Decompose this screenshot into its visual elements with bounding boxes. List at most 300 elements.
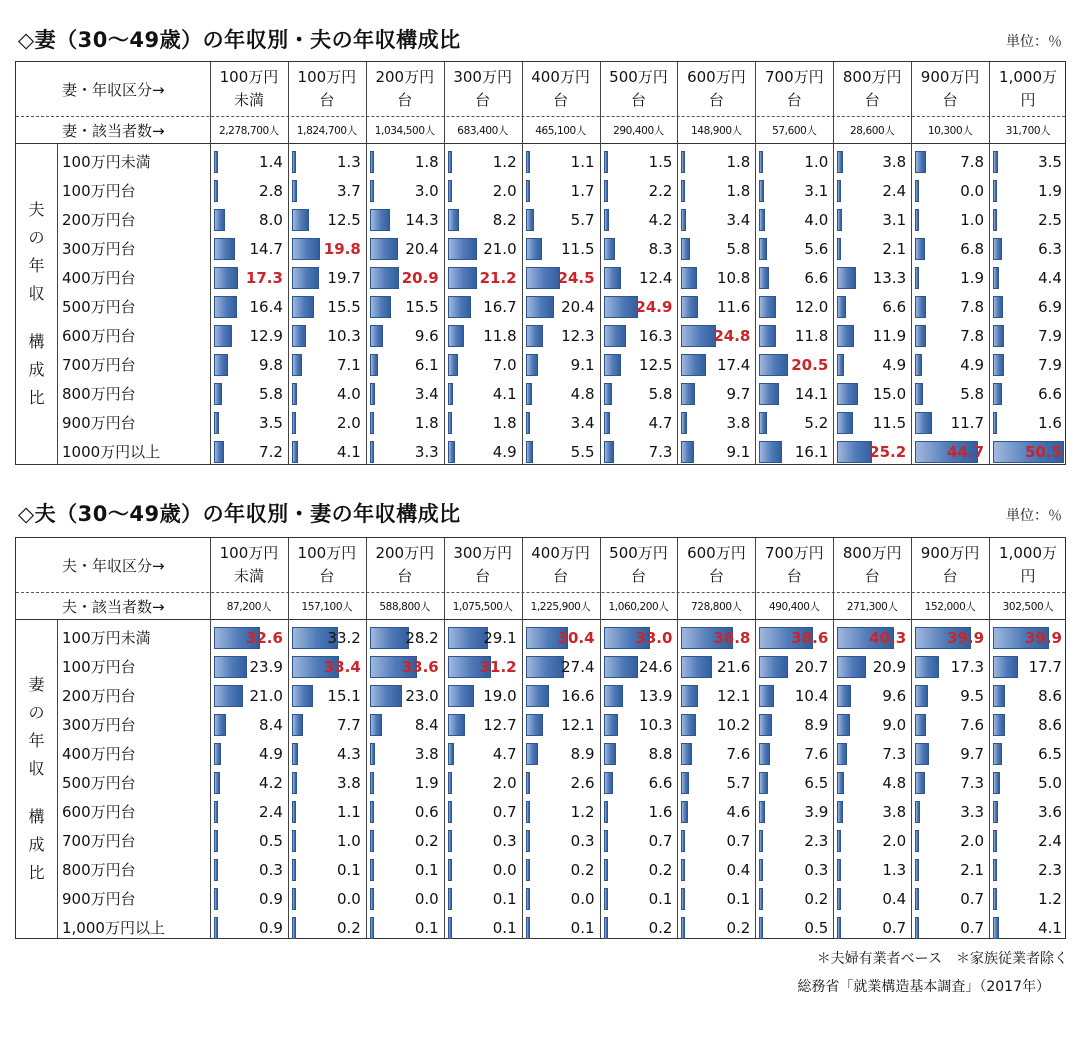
row-label: 600万円台 bbox=[62, 327, 136, 345]
data-value: 6.1 bbox=[414, 355, 439, 374]
column-header-line2: 台 bbox=[553, 567, 569, 585]
data-value: 12.4 bbox=[639, 268, 673, 287]
data-value: 0.1 bbox=[648, 889, 673, 908]
data-value: 8.4 bbox=[259, 715, 283, 734]
data-value: 12.5 bbox=[327, 210, 361, 229]
data-value: 0.9 bbox=[259, 889, 283, 908]
row-label: 100万円台 bbox=[62, 658, 136, 676]
data-value: 29.1 bbox=[483, 628, 517, 647]
count-cell: 1,075,500人 bbox=[452, 601, 513, 613]
data-value: 20.7 bbox=[794, 657, 829, 676]
data-value: 7.3 bbox=[648, 442, 673, 461]
data-value: 6.9 bbox=[1038, 297, 1062, 316]
column-header-line1: 200万円 bbox=[375, 544, 435, 562]
data-value: 9.6 bbox=[882, 686, 907, 705]
row-label: 200万円台 bbox=[62, 211, 136, 229]
data-value: 3.8 bbox=[336, 773, 361, 792]
data-value: 1.0 bbox=[336, 831, 361, 850]
data-value: 17.4 bbox=[716, 355, 751, 374]
column-header-line2: 台 bbox=[319, 567, 335, 585]
count-cell: 728,800人 bbox=[691, 601, 742, 613]
column-header-line1: 1,000万 bbox=[999, 544, 1057, 562]
column-header bbox=[833, 538, 911, 592]
data-value: 4.9 bbox=[259, 744, 283, 763]
count-row bbox=[16, 592, 1065, 620]
data-value: 1.7 bbox=[570, 181, 595, 200]
data-value: 11.8 bbox=[483, 326, 517, 345]
data-value: 14.1 bbox=[794, 384, 829, 403]
data-value: 6.5 bbox=[804, 773, 829, 792]
data-value: 4.0 bbox=[336, 384, 361, 403]
data-value: 2.2 bbox=[648, 181, 673, 200]
data-value: 16.6 bbox=[561, 686, 595, 705]
table-body bbox=[16, 144, 1065, 464]
row-label: 700万円台 bbox=[62, 356, 136, 374]
data-value: 0.2 bbox=[414, 831, 439, 850]
count-cell: 152,000人 bbox=[924, 601, 976, 613]
data-value: 1.5 bbox=[648, 152, 673, 171]
data-value: 19.7 bbox=[327, 268, 361, 287]
data-value: 17.3 bbox=[950, 657, 985, 676]
row-label: 200万円台 bbox=[62, 687, 136, 705]
data-value: 6.3 bbox=[1038, 239, 1062, 258]
data-value: 7.3 bbox=[960, 773, 985, 792]
data-value: 23.9 bbox=[249, 657, 283, 676]
data-value: 27.4 bbox=[561, 657, 595, 676]
footnote-source: 総務省「就業構造基本調査」（2017年） bbox=[797, 979, 1050, 995]
data-value: 2.8 bbox=[259, 181, 283, 200]
data-value: 7.6 bbox=[960, 715, 985, 734]
data-value: 2.0 bbox=[336, 413, 361, 432]
data-value: 16.3 bbox=[639, 326, 673, 345]
data-value: 2.0 bbox=[492, 181, 517, 200]
column-header-line1: 300万円 bbox=[453, 68, 512, 86]
highlighted-value: 50.5 bbox=[1024, 442, 1062, 461]
column-header-line2: 円 bbox=[1020, 567, 1036, 585]
row-label: 100万円台 bbox=[62, 182, 136, 200]
data-value: 1.8 bbox=[726, 181, 751, 200]
highlighted-value: 44.7 bbox=[947, 442, 985, 461]
data-value: 15.5 bbox=[327, 297, 361, 316]
column-header-line1: 900万円 bbox=[920, 68, 980, 86]
data-value: 3.4 bbox=[570, 413, 595, 432]
row-label: 1,000万円以上 bbox=[62, 919, 165, 937]
data-value: 11.5 bbox=[561, 239, 595, 258]
data-value: 16.7 bbox=[483, 297, 517, 316]
data-value: 8.3 bbox=[648, 239, 673, 258]
column-header-line1: 100万円 bbox=[219, 544, 279, 562]
data-value: 5.6 bbox=[804, 239, 829, 258]
column-header-line1: 100万円 bbox=[297, 544, 357, 562]
row-label: 800万円台 bbox=[62, 385, 136, 403]
data-value: 0.3 bbox=[492, 831, 517, 850]
column-header bbox=[911, 62, 989, 116]
data-value: 0.6 bbox=[414, 802, 439, 821]
data-value: 1.2 bbox=[570, 802, 595, 821]
data-value: 0.7 bbox=[648, 831, 673, 850]
data-value: 0.2 bbox=[570, 860, 595, 879]
data-value: 0.5 bbox=[259, 831, 283, 850]
data-value: 4.8 bbox=[882, 773, 907, 792]
side-label-char: 比 bbox=[28, 388, 45, 407]
row-label: 100万円未満 bbox=[62, 629, 151, 647]
highlighted-value: 20.9 bbox=[401, 268, 439, 287]
data-value: 12.7 bbox=[483, 715, 517, 734]
column-header-line1: 800万円 bbox=[842, 544, 902, 562]
side-label-char: 年 bbox=[28, 731, 45, 750]
header-label: 妻・年収区分→ bbox=[62, 80, 165, 99]
data-value: 2.1 bbox=[960, 860, 985, 879]
data-value: 4.7 bbox=[492, 744, 517, 763]
data-value: 9.6 bbox=[414, 326, 439, 345]
data-value: 8.6 bbox=[1038, 686, 1062, 705]
unit-label: 単位：％ bbox=[1006, 508, 1062, 524]
data-value: 4.8 bbox=[570, 384, 595, 403]
column-header bbox=[833, 62, 911, 116]
column-header-line2: 台 bbox=[397, 567, 413, 585]
data-value: 0.0 bbox=[570, 889, 595, 908]
data-value: 21.0 bbox=[249, 686, 283, 705]
side-label-char: 構 bbox=[28, 332, 45, 351]
data-value: 6.6 bbox=[882, 297, 907, 316]
data-value: 0.4 bbox=[882, 889, 907, 908]
data-value: 0.7 bbox=[492, 802, 517, 821]
column-header-line1: 100万円 bbox=[297, 68, 357, 86]
column-header-line2: 台 bbox=[553, 91, 569, 109]
highlighted-value: 36.8 bbox=[713, 628, 751, 647]
highlighted-value: 19.8 bbox=[323, 239, 361, 258]
data-value: 6.6 bbox=[1038, 384, 1062, 403]
data-value: 2.0 bbox=[492, 773, 517, 792]
data-value: 7.8 bbox=[960, 326, 985, 345]
data-value: 16.1 bbox=[794, 442, 829, 461]
data-value: 11.6 bbox=[716, 297, 751, 316]
column-header-line2: 台 bbox=[475, 567, 491, 585]
data-value: 7.3 bbox=[882, 744, 907, 763]
data-value: 7.9 bbox=[1038, 355, 1062, 374]
highlighted-value: 24.5 bbox=[557, 268, 595, 287]
data-value: 1.8 bbox=[492, 413, 517, 432]
column-header-line1: 800万円 bbox=[842, 68, 902, 86]
column-header bbox=[989, 62, 1067, 116]
count-cell: 490,400人 bbox=[768, 601, 820, 613]
count-cell: 31,700人 bbox=[1005, 125, 1051, 137]
side-label-char: の bbox=[28, 703, 45, 722]
data-value: 9.7 bbox=[726, 384, 751, 403]
data-value: 3.8 bbox=[726, 413, 751, 432]
highlighted-value: 30.4 bbox=[557, 628, 595, 647]
side-label-char: 比 bbox=[28, 863, 45, 882]
data-value: 20.4 bbox=[561, 297, 595, 316]
data-value: 4.1 bbox=[336, 442, 361, 461]
data-value: 20.4 bbox=[405, 239, 439, 258]
data-value: 4.1 bbox=[492, 384, 517, 403]
data-value: 1.9 bbox=[960, 268, 985, 287]
data-value: 8.9 bbox=[804, 715, 829, 734]
data-value: 0.0 bbox=[414, 889, 439, 908]
data-value: 0.2 bbox=[648, 918, 673, 937]
footnote-basis: ＊夫婦有業者ベース ＊家族従業者除く bbox=[816, 951, 1068, 967]
data-value: 3.5 bbox=[1038, 152, 1062, 171]
count-cell: 465,100人 bbox=[535, 125, 586, 137]
data-value: 9.1 bbox=[726, 442, 751, 461]
count-cell: 87,200人 bbox=[226, 601, 272, 613]
data-value: 15.1 bbox=[327, 686, 361, 705]
data-value: 0.1 bbox=[570, 918, 595, 937]
count-cell: 1,034,500人 bbox=[374, 125, 435, 137]
data-value: 10.3 bbox=[639, 715, 673, 734]
count-cell: 1,060,200人 bbox=[608, 601, 669, 613]
data-value: 3.4 bbox=[726, 210, 751, 229]
column-header-line1: 900万円 bbox=[920, 544, 980, 562]
highlighted-value: 39.9 bbox=[947, 628, 985, 647]
data-value: 2.4 bbox=[882, 181, 907, 200]
data-value: 12.1 bbox=[561, 715, 595, 734]
side-label bbox=[16, 144, 58, 464]
data-value: 5.8 bbox=[726, 239, 751, 258]
side-label-char: 妻 bbox=[28, 675, 45, 694]
column-header-line1: 400万円 bbox=[531, 544, 590, 562]
data-value: 7.7 bbox=[336, 715, 361, 734]
column-header-line2: 台 bbox=[708, 567, 724, 585]
data-value: 5.7 bbox=[726, 773, 751, 792]
count-cell: 683,400人 bbox=[457, 125, 509, 137]
highlighted-value: 33.6 bbox=[401, 657, 439, 676]
column-header-row bbox=[16, 62, 1065, 116]
column-header-line2: 台 bbox=[942, 567, 958, 585]
data-value: 23.0 bbox=[405, 686, 439, 705]
data-value: 9.0 bbox=[882, 715, 907, 734]
column-header bbox=[677, 62, 755, 116]
data-value: 12.5 bbox=[639, 355, 673, 374]
count-label: 夫・該当者数→ bbox=[62, 598, 165, 616]
data-value: 8.2 bbox=[492, 210, 517, 229]
data-value: 21.0 bbox=[483, 239, 517, 258]
data-value: 1.3 bbox=[882, 860, 907, 879]
data-value: 0.1 bbox=[336, 860, 361, 879]
row-label: 500万円台 bbox=[62, 774, 136, 792]
side-label-char: 構 bbox=[28, 807, 45, 826]
count-cell: 10,300人 bbox=[927, 125, 973, 137]
count-cell: 290,400人 bbox=[613, 125, 664, 137]
count-cell: 2,278,700人 bbox=[218, 125, 279, 137]
data-value: 0.3 bbox=[259, 860, 283, 879]
count-row bbox=[16, 116, 1065, 144]
data-value: 5.0 bbox=[1038, 773, 1062, 792]
data-value: 1.6 bbox=[1038, 413, 1062, 432]
column-header bbox=[600, 62, 678, 116]
highlighted-value: 20.5 bbox=[791, 355, 829, 374]
data-value: 4.6 bbox=[726, 802, 751, 821]
data-value: 2.1 bbox=[882, 239, 907, 258]
data-value: 0.4 bbox=[726, 860, 751, 879]
count-cell: 148,900人 bbox=[691, 125, 742, 137]
data-value: 5.8 bbox=[648, 384, 673, 403]
data-value: 0.7 bbox=[726, 831, 751, 850]
data-value: 1.8 bbox=[414, 413, 439, 432]
data-value: 3.5 bbox=[259, 413, 283, 432]
data-value: 4.9 bbox=[960, 355, 985, 374]
column-header-line2: 台 bbox=[786, 567, 802, 585]
data-value: 28.2 bbox=[405, 628, 439, 647]
data-value: 1.9 bbox=[1038, 181, 1062, 200]
column-header-line2: 台 bbox=[630, 567, 646, 585]
data-value: 12.3 bbox=[561, 326, 595, 345]
data-value: 1.0 bbox=[960, 210, 985, 229]
data-value: 1.9 bbox=[414, 773, 439, 792]
data-value: 4.2 bbox=[259, 773, 283, 792]
data-value: 3.7 bbox=[336, 181, 361, 200]
side-label-char: 成 bbox=[28, 360, 45, 379]
data-value: 2.3 bbox=[804, 831, 829, 850]
data-value: 8.0 bbox=[259, 210, 283, 229]
data-value: 3.1 bbox=[882, 210, 907, 229]
data-value: 0.3 bbox=[570, 831, 595, 850]
row-label: 600万円台 bbox=[62, 803, 136, 821]
row-label: 400万円台 bbox=[62, 269, 136, 287]
data-value: 0.7 bbox=[960, 918, 985, 937]
data-value: 14.7 bbox=[249, 239, 283, 258]
data-value: 4.9 bbox=[492, 442, 517, 461]
data-value: 0.7 bbox=[882, 918, 907, 937]
data-value: 1.6 bbox=[648, 802, 673, 821]
column-header bbox=[677, 538, 755, 592]
data-value: 11.9 bbox=[872, 326, 907, 345]
count-cell: 1,824,700人 bbox=[296, 125, 357, 137]
side-label-char: 夫 bbox=[28, 200, 45, 219]
column-header-line2: 台 bbox=[864, 91, 880, 109]
data-value: 15.5 bbox=[405, 297, 439, 316]
column-header-line1: 700万円 bbox=[764, 68, 824, 86]
column-header-line1: 700万円 bbox=[764, 544, 824, 562]
data-value: 3.8 bbox=[414, 744, 439, 763]
column-header-line1: 300万円 bbox=[453, 544, 512, 562]
column-header bbox=[444, 538, 522, 592]
data-value: 12.1 bbox=[716, 686, 751, 705]
data-value: 4.7 bbox=[648, 413, 673, 432]
data-value: 5.8 bbox=[259, 384, 283, 403]
column-header-line2: 台 bbox=[942, 91, 958, 109]
data-value: 7.6 bbox=[726, 744, 751, 763]
data-value: 1.8 bbox=[726, 152, 751, 171]
data-value: 3.3 bbox=[414, 442, 439, 461]
table-title: ◇夫（30～49歳）の年収別・妻の年収構成比 bbox=[18, 502, 461, 526]
count-cell: 271,300人 bbox=[846, 601, 898, 613]
data-value: 6.8 bbox=[960, 239, 985, 258]
data-value: 5.5 bbox=[570, 442, 595, 461]
column-header bbox=[288, 538, 366, 592]
data-value: 3.8 bbox=[882, 152, 907, 171]
column-header bbox=[444, 62, 522, 116]
column-header-line2: 台 bbox=[475, 91, 491, 109]
data-value: 5.2 bbox=[804, 413, 829, 432]
row-label: 400万円台 bbox=[62, 745, 136, 763]
data-value: 24.6 bbox=[639, 657, 673, 676]
count-cell: 302,500人 bbox=[1002, 601, 1054, 613]
data-value: 7.9 bbox=[1038, 326, 1062, 345]
column-header bbox=[755, 62, 833, 116]
column-header-line1: 400万円 bbox=[531, 68, 590, 86]
data-value: 7.0 bbox=[492, 355, 517, 374]
row-label: 100万円未満 bbox=[62, 153, 151, 171]
highlighted-value: 40.3 bbox=[869, 628, 907, 647]
count-label: 妻・該当者数→ bbox=[62, 122, 165, 140]
highlighted-value: 21.2 bbox=[479, 268, 517, 287]
column-header bbox=[522, 538, 600, 592]
row-label: 700万円台 bbox=[62, 832, 136, 850]
data-value: 1.1 bbox=[570, 152, 595, 171]
data-value: 4.1 bbox=[1038, 918, 1062, 937]
column-header bbox=[522, 62, 600, 116]
highlighted-value: 24.9 bbox=[635, 297, 673, 316]
data-table bbox=[15, 537, 1066, 939]
column-header bbox=[210, 538, 288, 592]
data-value: 3.0 bbox=[414, 181, 439, 200]
data-value: 4.9 bbox=[882, 355, 907, 374]
data-value: 5.7 bbox=[570, 210, 595, 229]
column-header-line2: 台 bbox=[397, 91, 413, 109]
column-header-line2: 円 bbox=[1020, 91, 1036, 109]
column-header-line2: 台 bbox=[864, 567, 880, 585]
highlighted-value: 33.0 bbox=[635, 628, 673, 647]
data-value: 0.1 bbox=[414, 918, 439, 937]
column-header-line1: 200万円 bbox=[375, 68, 435, 86]
data-value: 13.3 bbox=[872, 268, 907, 287]
data-value: 4.2 bbox=[648, 210, 673, 229]
data-value: 10.8 bbox=[716, 268, 751, 287]
column-header-line1: 500万円 bbox=[609, 68, 668, 86]
column-header bbox=[288, 62, 366, 116]
count-cell: 1,225,900人 bbox=[530, 601, 591, 613]
row-label: 900万円台 bbox=[62, 414, 136, 432]
data-value: 0.2 bbox=[726, 918, 751, 937]
column-header bbox=[366, 538, 444, 592]
row-label: 300万円台 bbox=[62, 240, 136, 258]
side-label-char: 収 bbox=[28, 759, 45, 778]
column-header-line1: 600万円 bbox=[687, 68, 746, 86]
count-cell: 157,100人 bbox=[301, 601, 353, 613]
column-header bbox=[600, 538, 678, 592]
data-value: 7.1 bbox=[336, 355, 361, 374]
data-value: 6.6 bbox=[804, 268, 829, 287]
data-value: 7.8 bbox=[960, 152, 985, 171]
side-label-char: 成 bbox=[28, 835, 45, 854]
highlighted-value: 32.6 bbox=[245, 628, 283, 647]
data-value: 21.6 bbox=[716, 657, 751, 676]
data-value: 1.1 bbox=[336, 802, 361, 821]
data-value: 2.4 bbox=[259, 802, 283, 821]
data-table bbox=[15, 61, 1066, 465]
data-value: 7.8 bbox=[960, 297, 985, 316]
data-value: 2.4 bbox=[1038, 831, 1062, 850]
highlighted-value: 31.2 bbox=[479, 657, 517, 676]
data-value: 0.0 bbox=[492, 860, 517, 879]
highlighted-value: 33.4 bbox=[323, 657, 361, 676]
data-value: 15.0 bbox=[872, 384, 907, 403]
data-value: 0.1 bbox=[492, 889, 517, 908]
side-label-char: の bbox=[28, 228, 45, 247]
data-value: 3.8 bbox=[882, 802, 907, 821]
data-value: 2.0 bbox=[882, 831, 907, 850]
data-value: 0.1 bbox=[726, 889, 751, 908]
data-value: 1.2 bbox=[492, 152, 517, 171]
data-value: 0.0 bbox=[960, 181, 985, 200]
data-value: 11.5 bbox=[872, 413, 907, 432]
column-header bbox=[989, 538, 1067, 592]
data-value: 7.6 bbox=[804, 744, 829, 763]
unit-label: 単位：％ bbox=[1006, 34, 1062, 50]
data-value: 5.8 bbox=[960, 384, 985, 403]
